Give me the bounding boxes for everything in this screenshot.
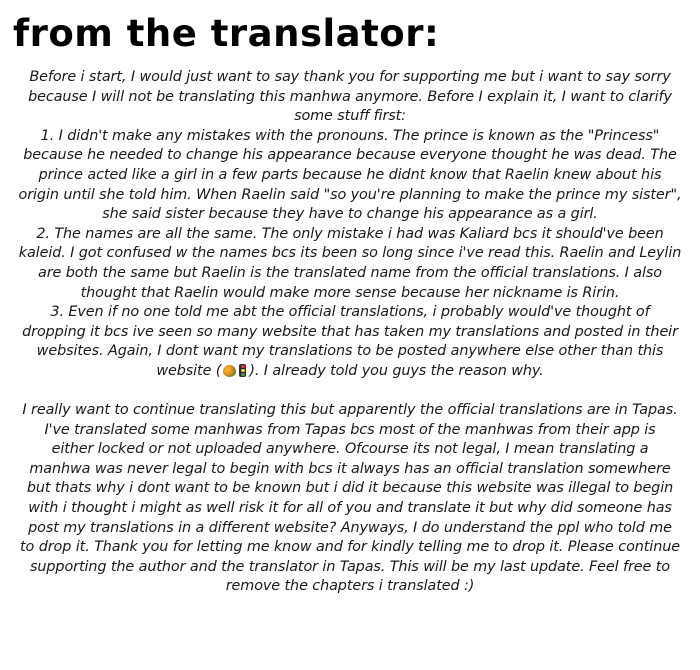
text-line: but thats why i dont want to be known but i did it because this website was illegal to begin [26, 480, 674, 497]
page-title: from the translator: [13, 12, 440, 55]
text-line: prince acted like a girl in a few parts because he didnt know that Raelin knew about his [38, 166, 662, 183]
text-line: manhwa was never legal to begin with bcs it always has an official translation somewhere [29, 460, 671, 477]
website-line-end: ). I already told you guys the reason why. [249, 362, 544, 379]
text-line: kaleid. I got confused w the names bcs its been so long since i've read this. Raelin and Leylin [18, 245, 682, 262]
text-line: either locked or not uploaded anywhere. Ofcourse its not legal, I mean translating a [51, 441, 649, 458]
text-line: thought that Raelin would make more sense because her nickname is Ririn. [80, 284, 620, 301]
text-line: websites. Again, I dont want my translations to be posted anywhere else other than this [36, 343, 664, 360]
text-line: because he needed to change his appearance because everyone thought he was dead. The [23, 147, 677, 164]
text-line: with i thought i might as well risk it for all of you and translate it but why did someone has [28, 500, 672, 517]
text-line: because I will not be translating this manhwa anymore. Before I explain it, I want to clarify [28, 88, 672, 105]
mango-icon [223, 365, 236, 377]
note-body [0, 68, 700, 597]
text-line: supporting the author and the translator in Tapas. This will be my last update. Feel free to [30, 558, 670, 575]
traffic-light-icon [239, 364, 246, 377]
text-line: Before i start, I would just want to say thank you for supporting me but i want to say sorry [29, 69, 671, 85]
text-line: to drop it. Thank you for letting me know and for kindly telling me to drop it. Please continue [20, 539, 680, 556]
text-line: post my translations in a different website? Anyways, I do understand the ppl who told me [28, 519, 672, 536]
website-line [0, 362, 700, 382]
text-line: 2. The names are all the same. The only mistake i had was Kaliard bcs it should've been [36, 225, 664, 242]
website-line-start: website ( [156, 362, 222, 379]
text-line: she said sister because they have to change his appearance as a girl. [102, 206, 598, 223]
text-line: some stuff first: [294, 108, 406, 125]
text-line: I've translated some manhwas from Tapas bcs most of the manhwas from their app is [44, 421, 656, 438]
text-line: I really want to continue translating this but apparently the official translations are in Tapas. [22, 402, 678, 419]
text-line: 1. I didn't make any mistakes with the pronouns. The prince is known as the "Princess" [40, 127, 660, 144]
paragraph-spacer [0, 382, 700, 402]
text-line: are both the same but Raelin is the translated name from the official translations. I also [38, 264, 662, 281]
paragraph-1 [0, 68, 700, 382]
paragraph-2 [0, 401, 700, 597]
text-line: origin until she told him. When Raelin said "so you're planning to make the prince my sister", [18, 186, 682, 203]
text-line: remove the chapters i translated :) [225, 578, 475, 595]
text-line: dropping it bcs ive seen so many website that has taken my translations and posted in their [22, 323, 678, 340]
text-line: 3. Even if no one told me abt the official translations, i probably would've thought of [50, 304, 650, 321]
